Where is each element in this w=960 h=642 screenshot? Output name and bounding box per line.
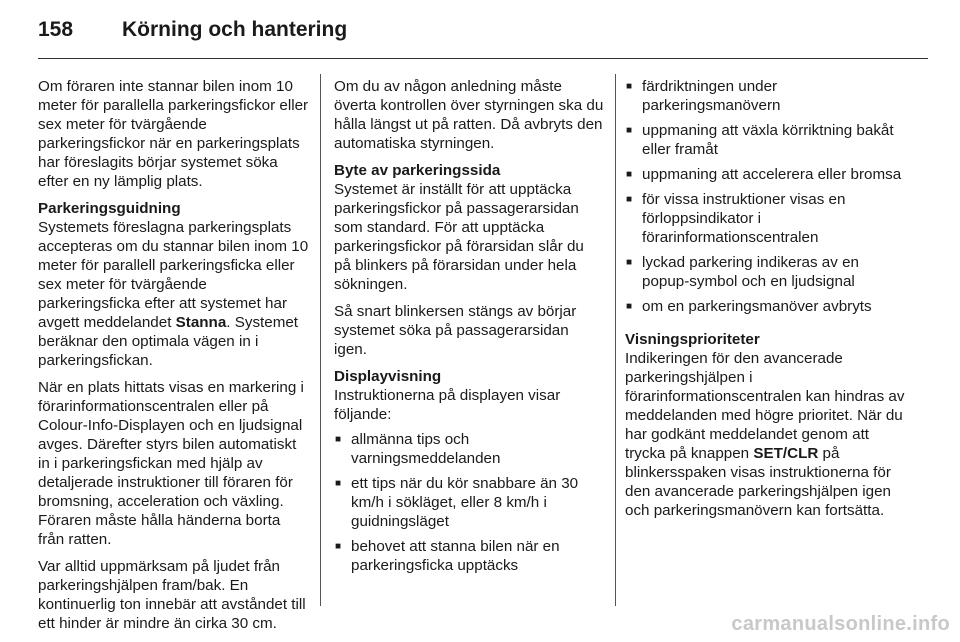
section-heading: Displayvisning [334,368,442,385]
list-item: ■ uppmaning att accelerera eller bromsa [625,165,910,184]
bullet-list [625,77,910,316]
page-header [38,18,347,48]
paragraph: Så snart blinkersen stängs av börjar systemet söka på passagerarsidan igen. [334,303,577,358]
list-item: ■ ett tips när du kör snabbare än 30 km/h i sökläget, eller 8 km/h i guidningsläget [334,474,604,531]
column-middle [334,77,604,583]
list-item: ■ lyckad parkering indikeras av en popup-symbol och en ljudsignal [625,253,910,291]
paragraph-text: Systemet är inställt för att upptäcka parkeringsfickor på passagerarsidan som standard. För att upptäcka parkeringsfickor på förarsidan slår du på blinkers på förarsidan under hela sökningen. [334,181,584,293]
paragraph: Var alltid uppmärksam på ljudet från parkeringshjälpen fram/bak. En kontinuerlig ton innebär att avståndet till ett hinder är mindre än cirka 30 cm. [38,558,306,632]
section-display [334,367,604,424]
paragraph: Om du av någon anledning måste överta kontrollen över styrningen ska du hålla längst ut på ratten. Då avbryts den automatiska styrningen. [334,78,604,152]
set-clr-button-label: SET/CLR [753,445,819,462]
list-item: ■ för vissa instruktioner visas en förloppsindikator i förarinformationscentralen [625,190,910,247]
paragraph-text: Indikeringen för den avancerade parkeringshjälpen i förarinformationscentralen kan hindras av meddelanden med högre prioritet. När du har godkänt meddelandet genom att trycka på knappen [625,350,905,462]
section-heading: Visningsprioriteter [625,331,760,348]
list-item: ■ färdriktningen under parkeringsmanövern [625,77,910,115]
section-display-priorities [625,330,910,520]
column-left [38,77,310,641]
paragraph: När en plats hittats visas en markering i förarinformationscentralen eller på Colour-Info-Displayen och en ljudsignal avges. Därefter styrs bilen automatiskt in i parkeringsfickan med hjälp av detaljerade instruktioner till föraren för bromsning, acceleration och växling. Föraren måste hålla händerna borta från ratten. [38,379,304,548]
column-divider-2 [615,74,616,606]
section-parking-guidance [38,199,310,370]
column-right [625,77,910,528]
section-change-side [334,161,604,294]
paragraph: Om föraren inte stannar bilen inom 10 meter för parallella parkeringsfickor eller sex meter för tvärgående parkeringsfickor när en parkeringsplats har föreslagits börjar systemet söka efter en ny lämplig plats. [38,78,309,190]
chapter-title: Körning och hantering [122,18,348,41]
paragraph-text: Instruktionerna på displayen visar följande: [334,387,561,423]
section-heading: Parkeringsguidning [38,200,181,217]
stop-message: Stanna [175,314,227,331]
header-rule [38,58,928,59]
watermark: carmanualsonline.info [731,613,950,635]
paragraph-text: Systemets föreslagna parkeringsplats accepteras om du stannar bilen inom 10 meter för parallell parkeringsficka eller sex meter för tvärgående parkeringsficka efter att systemet har avgett meddelandet [38,219,309,331]
column-divider-1 [320,74,321,606]
list-item: ■ behovet att stanna bilen när en parkeringsficka upptäcks [334,537,604,575]
list-item: ■ allmänna tips och varningsmeddelanden [334,430,604,468]
paragraph-text: på blinkersspaken visas instruktionerna för den avancerade parkeringshjälpen igen och parkeringsmanövern kan fortsätta. [625,445,891,519]
section-heading: Byte av parkeringssida [334,162,501,179]
page-number: 158 [38,18,74,41]
paragraph-text: . Systemet beräknar den optimala vägen in i parkeringsfickan. [38,314,299,369]
list-item: ■ om en parkeringsmanöver avbryts [625,297,910,316]
bullet-list [334,430,604,575]
list-item: ■ uppmaning att växla körriktning bakåt eller framåt [625,121,910,159]
